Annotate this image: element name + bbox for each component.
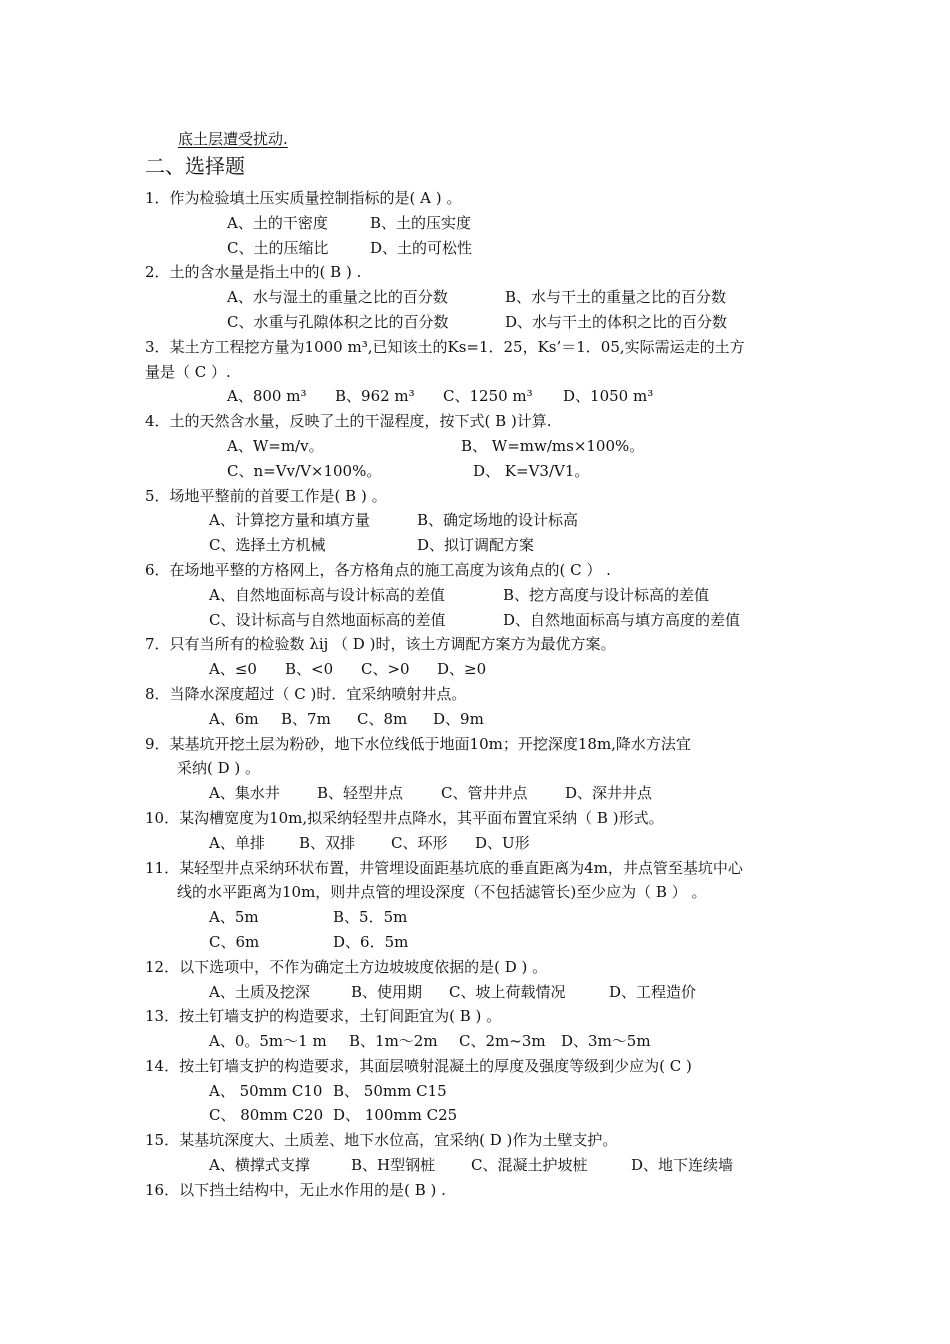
option: C、>0 [361, 660, 410, 679]
option: B、<0 [285, 660, 334, 679]
option: B、水与干土的重量之比的百分数 [505, 288, 727, 307]
option: D、水与干土的体积之比的百分数 [505, 312, 728, 331]
option: C、混凝土护坡桩 [471, 1156, 588, 1175]
option: A、自然地面标高与设计标高的差值 [209, 585, 445, 604]
option: C、6m [209, 932, 260, 951]
option: A、≤0 [209, 660, 257, 679]
question-13: 13．按土钉墙支护的构造要求，土钉间距宜为( B ) 。 [145, 1007, 502, 1026]
options-row [145, 831, 825, 856]
option: B、H型钢桩 [351, 1156, 436, 1175]
option: C、水重与孔隙体积之比的百分数 [227, 312, 449, 331]
option: D、自然地面标高与填方高度的差值 [503, 610, 741, 629]
option: B、确定场地的设计标高 [417, 511, 579, 530]
option: A、土质及挖深 [209, 982, 310, 1001]
option: C、坡上荷载情况 [449, 982, 566, 1001]
question-3: 3．某土方工程挖方量为1000 m³,已知该土的Ks=1．25，Ks’＝1．05,实际需运走的土方 [145, 337, 745, 356]
option: B、5．5m [333, 908, 408, 927]
option: C、环形 [391, 833, 448, 852]
option: D、≥0 [437, 660, 487, 679]
options-row [145, 236, 825, 261]
option: B、双排 [299, 833, 356, 852]
option: A、800 m³ [227, 387, 307, 406]
option: C、选择土方机械 [209, 536, 326, 555]
options-row [145, 310, 825, 335]
option: D、1050 m³ [563, 387, 654, 406]
option: A、土的干密度 [227, 213, 328, 232]
options-row [145, 930, 825, 955]
option: D、土的可松性 [370, 238, 473, 257]
option: C、土的压缩比 [227, 238, 329, 257]
option: B、使用期 [351, 982, 423, 1001]
option: C、n=Vv/V×100%。 [227, 461, 382, 480]
question-7: 7．只有当所有的检验数 λij （ D )时，该土方调配方案方为最优方案。 [145, 635, 616, 654]
option: D、U形 [475, 833, 530, 852]
option: B、土的压实度 [370, 213, 472, 232]
question-list [145, 186, 825, 1203]
question-11: 11．某轻型井点采纳环状布置，井管埋设面距基坑底的垂直距离为4m，井点管至基坑中心 [145, 858, 743, 877]
option: D、工程造价 [609, 982, 697, 1001]
option: C、1250 m³ [443, 387, 533, 406]
option: D、深井井点 [565, 784, 653, 803]
option: B、1m～2m [349, 1032, 438, 1051]
question-2: 2．土的含水量是指土中的( B ) . [145, 263, 362, 282]
options-row [145, 608, 825, 633]
options-row [145, 583, 825, 608]
question-10: 10．某沟槽宽度为10m,拟采纳轻型井点降水，其平面布置宜采纳（ B )形式。 [145, 808, 664, 827]
option: D、地下连续墙 [631, 1156, 734, 1175]
option: D、 100mm C25 [333, 1106, 458, 1125]
question-4: 4．土的天然含水量，反映了土的干湿程度，按下式( B )计算. [145, 412, 552, 431]
question-15: 15．某基坑深度大、土质差、地下水位高，宜采纳( D )作为土壁支护。 [145, 1131, 618, 1150]
option: D、 K=V3/V1。 [473, 461, 590, 480]
question-9: 9．某基坑开挖土层为粉砂，地下水位线低于地面10m；开挖深度18m,降水方法宜 [145, 734, 691, 753]
question-8: 8．当降水深度超过（ C )时．宜采纳喷射井点。 [145, 684, 467, 703]
question-14: 14．按土钉墙支护的构造要求，其面层喷射混凝土的厚度及强度等级到少应为( C ) [145, 1056, 692, 1075]
option: C、 80mm C20 [209, 1106, 324, 1125]
option: B、 W=mw/ms×100%。 [461, 436, 645, 455]
option: A、集水井 [209, 784, 280, 803]
options-row [145, 1153, 825, 1178]
option: A、W=m/v。 [227, 436, 324, 455]
options-row [145, 1103, 825, 1128]
options-row [145, 533, 825, 558]
options-row [145, 1029, 825, 1054]
option: D、6．5m [333, 932, 409, 951]
option: B、962 m³ [335, 387, 415, 406]
option: A、0。5m～1 m [209, 1032, 327, 1051]
option: B、轻型井点 [317, 784, 404, 803]
option: A、计算挖方量和填方量 [209, 511, 370, 530]
option: D、9m [433, 709, 484, 728]
question-11-continued: 线的水平距离为10m，则井点管的埋设深度（不包括滤管长)至少应为（ B ） 。 [177, 883, 707, 902]
lead-text: 底土层遭受扰动. [178, 130, 288, 148]
options-row [145, 980, 825, 1005]
question-5: 5．场地平整前的首要工作是( B ) 。 [145, 486, 387, 505]
option: B、挖方高度与设计标高的差值 [503, 585, 710, 604]
options-row [145, 434, 825, 459]
option: C、设计标高与自然地面标高的差值 [209, 610, 446, 629]
option: D、3m～5m [561, 1032, 651, 1051]
options-row [145, 707, 825, 732]
option: A、横撑式支撑 [209, 1156, 310, 1175]
option: A、6m [209, 709, 259, 728]
options-row [145, 781, 825, 806]
question-9-continued: 采纳( D ) 。 [177, 759, 261, 778]
options-row [145, 459, 825, 484]
option: D、拟订调配方案 [417, 536, 535, 555]
option: C、2m~3m [459, 1032, 546, 1051]
option: A、水与湿土的重量之比的百分数 [227, 288, 448, 307]
option: C、管井井点 [441, 784, 528, 803]
option: A、单排 [209, 833, 265, 852]
option: B、7m [281, 709, 331, 728]
option: A、5m [209, 908, 259, 927]
options-row [145, 657, 825, 682]
options-row [145, 1079, 825, 1104]
section-title: 二、选择题 [145, 154, 245, 178]
option: C、8m [357, 709, 408, 728]
question-12: 12．以下选项中，不作为确定土方边坡坡度依据的是( D ) 。 [145, 957, 548, 976]
question-6: 6．在场地平整的方格网上，各方格角点的施工高度为该角点的( C ） . [145, 560, 611, 579]
options-row [145, 211, 825, 236]
option: A、 50mm C10 [209, 1081, 323, 1100]
option: B、 50mm C15 [333, 1081, 447, 1100]
options-row [145, 508, 825, 533]
question-3-continued: 量是（ C ）. [145, 362, 231, 381]
options-row [145, 384, 825, 409]
question-16: 16．以下挡土结构中，无止水作用的是( B ) . [145, 1180, 446, 1199]
options-row [145, 285, 825, 310]
options-row [145, 905, 825, 930]
question-1: 1．作为检验填土压实质量控制指标的是( A ) 。 [145, 189, 462, 207]
